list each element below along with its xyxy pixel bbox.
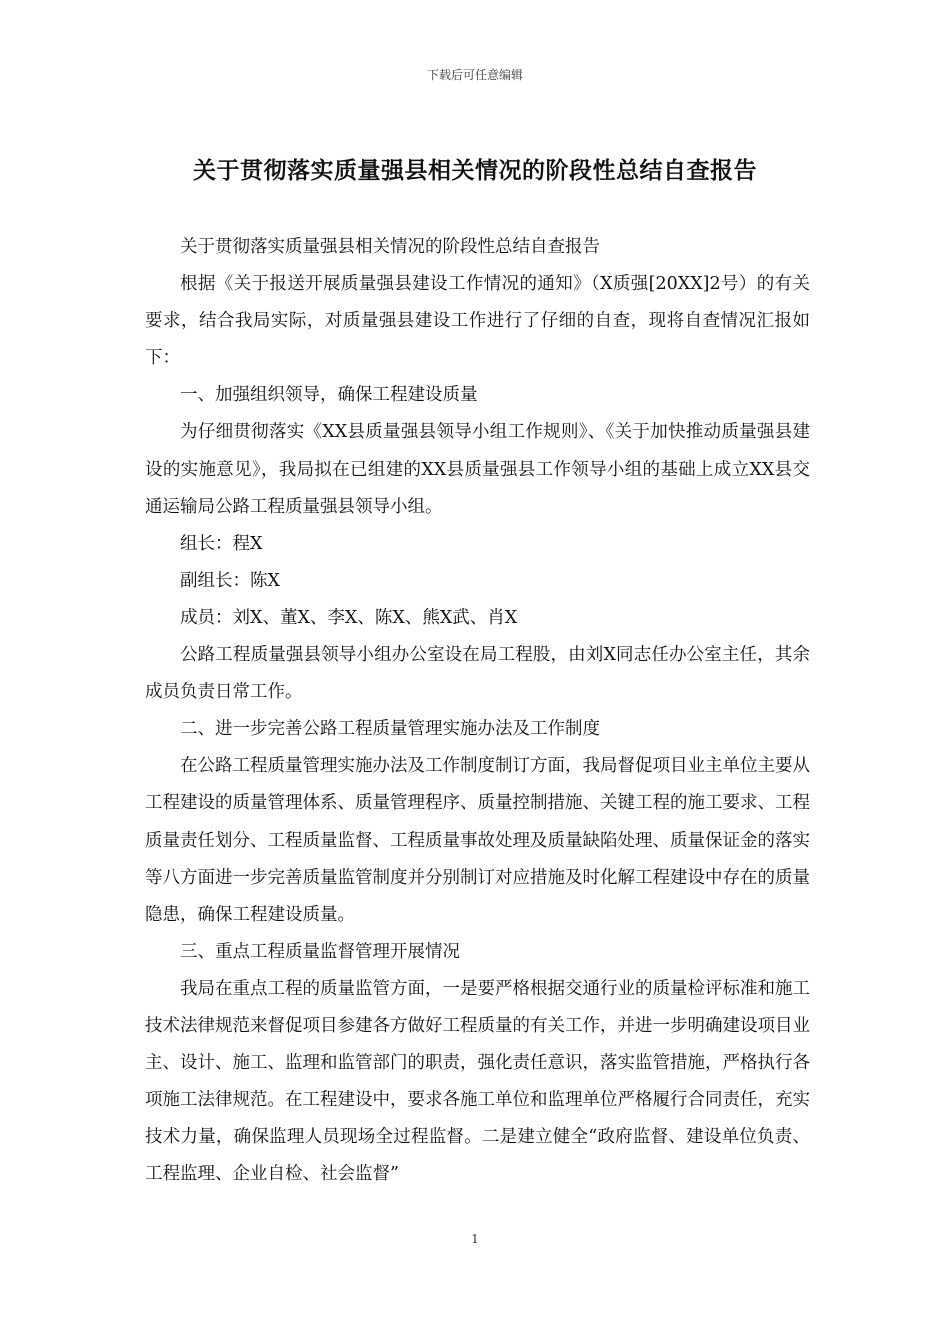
paragraph: 我局在重点工程的质量监管方面，一是要严格根据交通行业的质量检评标准和施工技术法律规范来督促项目参建各方做好工程质量的有关工作，并进一步明确建设项目业主、设计、施工、监理和监管部门的职责，强化责任意识，落实监管措施，严格执行各项施工法律规范。在工程建设中，要求各施工单位和监理单位严格履行合同责任，充实技术力量，确保监理人员现场全过程监督。二是建立健全“政府监督、建设单位负责、工程监理、企业自检、社会监督” [145,978,810,1185]
paragraph: 成员：刘X、董X、李X、陈X、熊X武、肖X [180,607,518,628]
paragraph: 关于贯彻落实质量强县相关情况的阶段性总结自查报告 [180,237,600,257]
document-title: 关于贯彻落实质量强县相关情况的阶段性总结自查报告 [193,157,757,184]
section-heading: 一、加强组织领导，确保工程建设质量 [180,385,478,406]
document-body [145,229,810,1193]
header-note: 下载后可任意编辑 [426,68,523,82]
page-number: 1 [471,1232,479,1246]
section-heading: 三、重点工程质量监督管理开展情况 [180,941,460,962]
paragraph: 副组长：陈X [180,570,280,591]
paragraph: 公路工程质量强县领导小组办公室设在局工程股，由刘X同志任办公室主任，其余成员负责日常工作。 [145,645,810,703]
paragraph: 根据《关于报送开展质量强县建设工作情况的通知》（X质强[20XX]2号）的有关要求，结合我局实际，对质量强县建设工作进行了仔细的自查，现将自查情况汇报如下： [145,274,810,369]
paragraph: 为仔细贯彻落实《XX县质量强县领导小组工作规则》、《关于加快推动质量强县建设的实施意见》，我局拟在已组建的XX县质量强县工作领导小组的基础上成立XX县交通运输局公路工程质量强县领导小组。 [145,422,810,517]
section-heading: 二、进一步完善公路工程质量管理实施办法及工作制度 [180,719,600,740]
paragraph: 组长：程X [180,533,263,554]
paragraph: 在公路工程质量管理实施办法及工作制度制订方面，我局督促项目业主单位主要从工程建设的质量管理体系、质量管理程序、质量控制措施、关键工程的施工要求、工程质量责任划分、工程质量监督、工程质量事故处理及质量缺陷处理、质量保证金的落实等八方面进一步完善质量监管制度并分别制订对应措施及时化解工程建设中存在的质量隐患，确保工程建设质量。 [145,756,810,925]
